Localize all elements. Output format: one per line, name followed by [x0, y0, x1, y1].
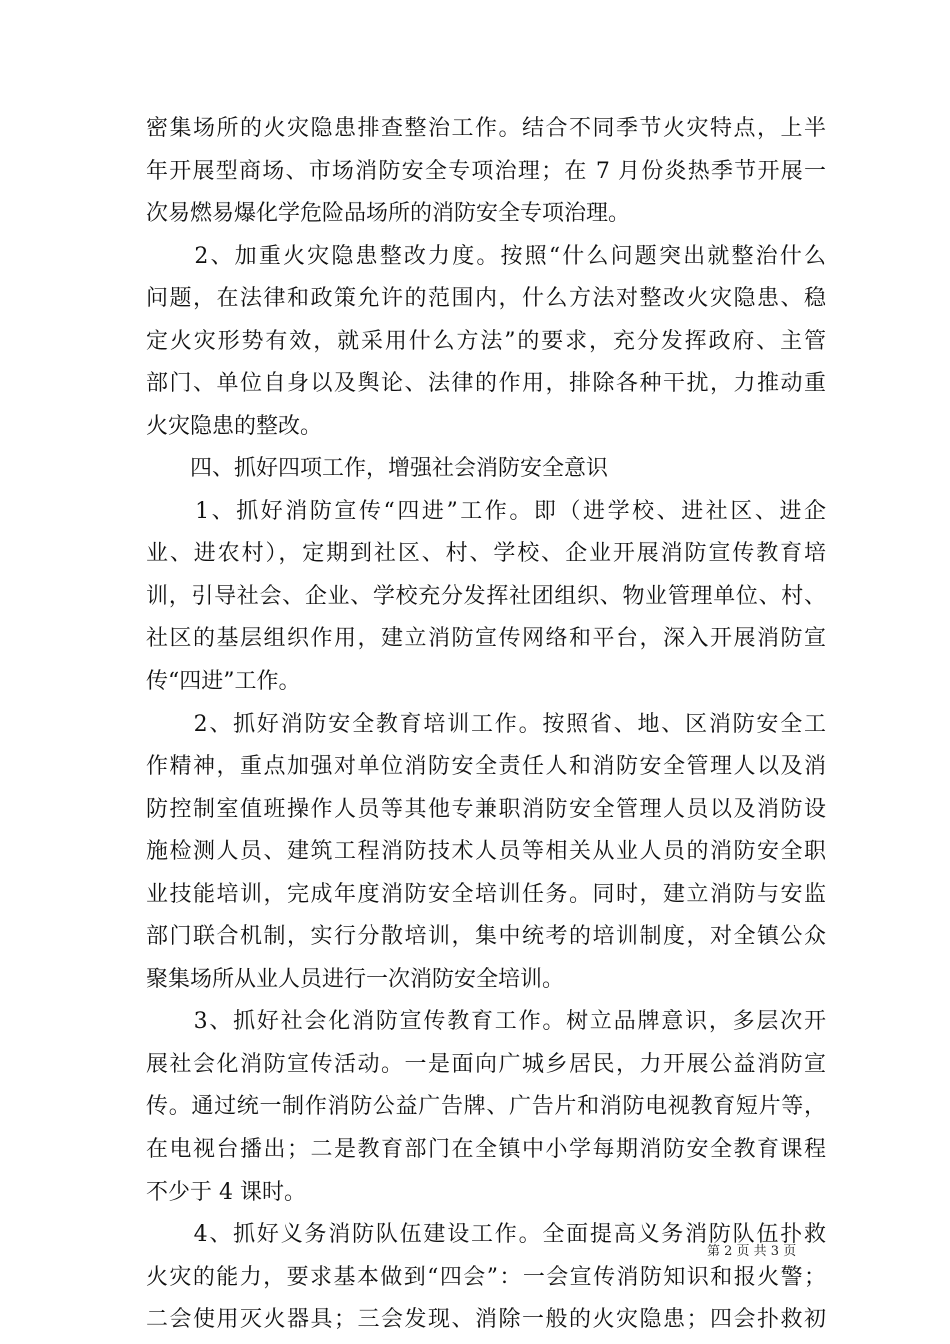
text-line: 年开展型商场、市场消防安全专项治理；在 7 月份炎热季节开展一 [146, 159, 826, 184]
text-line: 密集场所的火灾隐患排查整治工作。结合不同季节火灾特点，上半 [146, 116, 826, 141]
section-heading: 四、抓好四项工作，增强社会消防安全意识 [146, 456, 609, 481]
text-line: 聚集场所从业人员进行一次消防安全培训。 [146, 967, 565, 992]
text-line: 火灾隐患的整改。 [146, 414, 323, 439]
text-line: 训，引导社会、企业、学校充分发挥社团组织、物业管理单位、村、 [146, 584, 826, 609]
text-line: 问题，在法律和政策允许的范围内，什么方法对整改火灾隐患、稳 [146, 286, 826, 311]
text-line: 2、加重火灾隐患整改力度。按照“什么问题突出就整治什么 [146, 244, 826, 269]
text-line: 定火灾形势有效，就采用什么方法”的要求，充分发挥政府、主管 [146, 329, 826, 354]
text-line: 部门、单位自身以及舆论、法律的作用，排除各种干扰，力推动重 [146, 371, 826, 396]
text-line: 业技能培训，完成年度消防安全培训任务。同时，建立消防与安监 [146, 882, 826, 907]
text-line: 防控制室值班操作人员等其他专兼职消防安全管理人员以及消防设 [146, 797, 826, 822]
text-line: 次易燃易爆化学危险品场所的消防安全专项治理。 [146, 201, 631, 226]
text-line: 不少于 4 课时。 [146, 1180, 306, 1205]
text-line: 传“四进”工作。 [146, 669, 301, 694]
text-line: 3、抓好社会化消防宣传教育工作。树立品牌意识，多层次开 [146, 1009, 826, 1034]
text-line: 业、进农村），定期到社区、村、学校、企业开展消防宣传教育培 [146, 541, 826, 566]
text-line: 2、抓好消防安全教育培训工作。按照省、地、区消防安全工 [146, 712, 826, 737]
text-line: 作精神，重点加强对单位消防安全责任人和消防安全管理人以及消 [146, 754, 826, 779]
text-line: 1、抓好消防宣传“四进”工作。即（进学校、进社区、进企 [146, 499, 826, 524]
text-line: 火灾的能力，要求基本做到“四会”：一会宣传消防知识和报火警； [146, 1265, 826, 1290]
text-line: 部门联合机制，实行分散培训，集中统考的培训制度，对全镇公众 [146, 924, 826, 949]
text-line: 传。通过统一制作消防公益广告牌、广告片和消防电视教育短片等， [146, 1094, 826, 1119]
text-line: 在电视台播出；二是教育部门在全镇中小学每期消防安全教育课程 [146, 1137, 826, 1162]
text-line: 展社会化消防宣传活动。一是面向广城乡居民，力开展公益消防宣 [146, 1052, 826, 1077]
page-number: 第 2 页 共 3 页 [707, 1244, 797, 1259]
text-line: 施检测人员、建筑工程消防技术人员等相关从业人员的消防安全职 [146, 839, 826, 864]
text-line: 4、抓好义务消防队伍建设工作。全面提高义务消防队伍扑救 [146, 1222, 826, 1247]
text-line: 社区的基层组织作用，建立消防宣传网络和平台，深入开展消防宣 [146, 626, 826, 651]
text-line: 二会使用灭火器具；三会发现、消除一般的火灾隐患；四会扑救初 [146, 1307, 826, 1332]
